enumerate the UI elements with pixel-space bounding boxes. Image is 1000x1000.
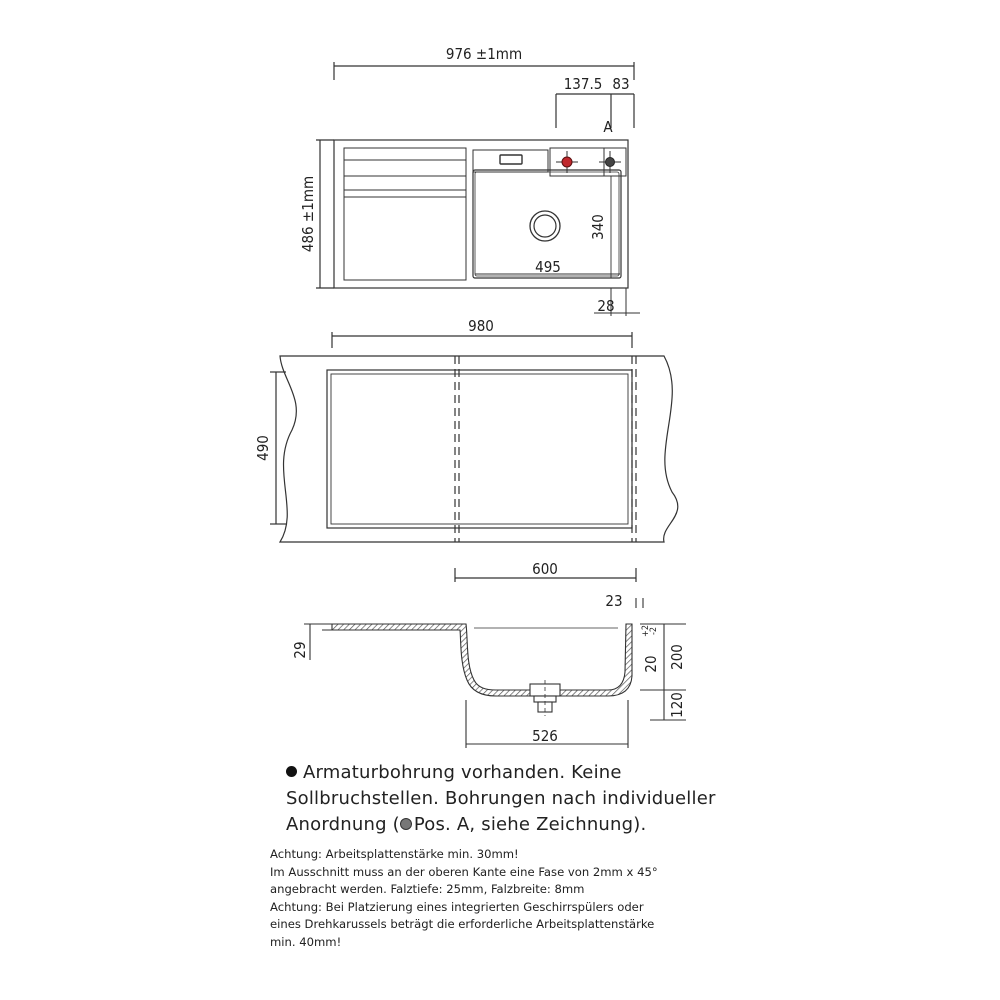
section-rim-dim: 20 — [642, 655, 660, 673]
note-line-3-suffix: Pos. A, siehe Zeichnung). — [413, 814, 647, 835]
notes-block — [286, 760, 756, 838]
bullet-icon — [286, 766, 297, 777]
bowl-cutout-dim: 600 — [532, 560, 558, 578]
section-drain-dim: 120 — [668, 692, 686, 718]
top-offset-dim-a: 137.5 — [563, 75, 603, 93]
note-line-3-prefix: Anordnung ( — [286, 814, 400, 835]
note-line-2: Sollbruchstellen. Bohrungen nach individueller — [286, 788, 716, 809]
warning-line: eines Drehkarussels beträgt die erforderliche Arbeitsplattenstärke — [270, 917, 655, 931]
cutout-rect — [327, 370, 632, 528]
warning-line: Im Ausschnitt muss an der oberen Kante eine Fase von 2mm x 45° — [270, 864, 658, 879]
note-line-1 — [286, 760, 756, 786]
section-tolerance-plus: +2 — [641, 625, 651, 637]
top-width-dim: 976 ±1mm — [445, 45, 523, 63]
position-marker-a: A — [603, 118, 613, 136]
warning-line: Achtung: Bei Platzierung eines integrierten Geschirrspülers oder — [270, 899, 644, 914]
warning-line: Achtung: Arbeitsplattenstärke min. 30mm! — [270, 847, 519, 861]
note-line-3 — [286, 812, 756, 838]
bowl-height-dim: 340 — [589, 214, 607, 240]
top-offset-dim-b: 83 — [612, 75, 630, 93]
sink-profile — [332, 624, 632, 696]
cutout-height-dim: 490 — [254, 435, 272, 461]
warning-line: min. 40mm! — [270, 934, 342, 949]
section-tolerance-minus: -2 — [649, 626, 659, 636]
section-bowl-width-dim: 526 — [532, 727, 558, 745]
sink-outline — [334, 140, 628, 288]
top-height-dim: 486 ±1mm — [299, 175, 317, 253]
worktop-outline — [280, 356, 678, 542]
section-depth-dim: 200 — [668, 644, 686, 670]
warning-line: angebracht werden. Falztiefe: 25mm, Falzbreite: 8mm — [270, 882, 585, 896]
edge-dim: 28 — [597, 297, 615, 315]
section-top-dim: 23 — [605, 592, 623, 610]
position-dot-icon — [400, 818, 412, 830]
section-thickness-dim: 29 — [291, 641, 309, 659]
note-line-1-text: Armaturbohrung vorhanden. Keine — [303, 762, 622, 783]
top-view — [316, 62, 640, 316]
cutout-width-dim: 980 — [468, 317, 494, 335]
drain-button — [500, 155, 522, 164]
waste-inner — [534, 215, 556, 237]
cutout-view — [270, 332, 678, 582]
warnings-block — [270, 846, 750, 951]
section-view — [304, 598, 686, 748]
bowl-width-dim: 495 — [535, 258, 561, 276]
